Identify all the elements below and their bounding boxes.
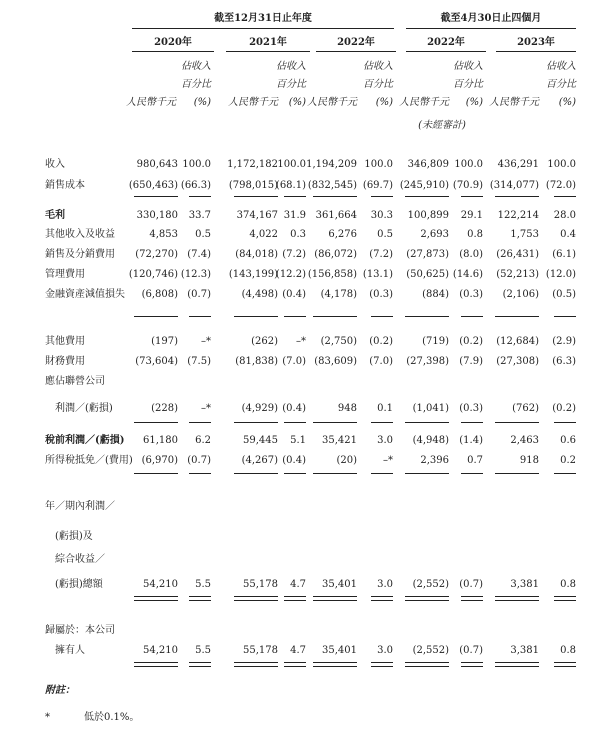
amount-label: 人民幣千元 <box>307 97 357 108</box>
total-double-rule <box>405 596 449 601</box>
subtotal-rule <box>405 473 449 474</box>
row-label: (虧損)及 <box>55 531 93 542</box>
row-label: 銷售成本 <box>45 180 85 191</box>
subtotal-rule <box>234 422 278 423</box>
amount-cell: (762) <box>512 403 539 414</box>
amount-cell: 2,396 <box>420 455 449 466</box>
percent-cell: 3.0 <box>377 435 393 446</box>
percent-cell: 4.7 <box>290 579 306 590</box>
amount-cell: 1,753 <box>510 229 539 240</box>
row-label: 稅前利潤／(虧損) <box>45 435 125 446</box>
percent-cell: (14.6) <box>452 269 483 280</box>
amount-cell: 35,421 <box>322 435 357 446</box>
percent-cell: (66.3) <box>180 180 211 191</box>
amount-cell: (2,552) <box>412 645 449 656</box>
amount-cell: (2,750) <box>320 336 357 347</box>
percent-cell: 0.8 <box>467 229 483 240</box>
amount-cell: (73,604) <box>135 356 178 367</box>
amount-cell: 2,463 <box>510 435 539 446</box>
amount-cell: (27,308) <box>496 356 539 367</box>
percent-cell: (0.7) <box>187 289 211 300</box>
year-header: 2020年 <box>154 37 192 48</box>
percent-cell: (2.9) <box>552 336 576 347</box>
amount-cell: (6,970) <box>141 455 178 466</box>
percent-cell: (0.3) <box>459 403 483 414</box>
amount-cell: (245,910) <box>399 180 449 191</box>
note-marker: * <box>45 712 50 723</box>
amount-cell: (798,015) <box>228 180 278 191</box>
amount-cell: (2,106) <box>502 289 539 300</box>
total-double-rule <box>313 596 357 601</box>
amount-cell: 980,643 <box>136 159 178 170</box>
total-double-rule <box>554 596 576 601</box>
amount-cell: (650,463) <box>128 180 178 191</box>
year-header: 2021年 <box>249 37 287 48</box>
percent-cell: (8.0) <box>459 249 483 260</box>
percent-cell: –* <box>296 336 306 347</box>
percent-cell: (7.4) <box>187 249 211 260</box>
percent-cell: (0.4) <box>282 289 306 300</box>
pct-label: 佔收入 <box>181 61 211 72</box>
year-rule <box>496 51 576 52</box>
subtotal-rule <box>554 473 576 474</box>
row-label: 應佔聯營公司 <box>45 376 105 387</box>
subtotal-rule <box>189 422 211 423</box>
subtotal-rule <box>495 422 539 423</box>
total-double-rule <box>313 662 357 667</box>
amount-cell: 346,809 <box>407 159 449 170</box>
percent-cell: (0.2) <box>552 403 576 414</box>
amount-cell: 55,178 <box>243 579 278 590</box>
percent-cell: (0.7) <box>459 579 483 590</box>
year-rule <box>226 51 310 52</box>
subtotal-rule <box>284 316 306 317</box>
percent-cell: 100.0 <box>454 159 483 170</box>
pct-label: 佔收入 <box>546 61 576 72</box>
percent-cell: (7.5) <box>187 356 211 367</box>
amount-cell: 4,853 <box>149 229 178 240</box>
percent-cell: (0.3) <box>459 289 483 300</box>
percent-cell: –* <box>201 336 211 347</box>
note-text: 低於0.1%。 <box>84 712 140 723</box>
subtotal-rule <box>189 316 211 317</box>
percent-cell: 0.5 <box>195 229 211 240</box>
percent-cell: (0.4) <box>282 455 306 466</box>
percent-cell: (70.9) <box>452 180 483 191</box>
total-double-rule <box>461 662 483 667</box>
subtotal-rule <box>405 196 449 197</box>
period-annual-header: 截至12月31日止年度 <box>214 13 312 24</box>
total-double-rule <box>371 662 393 667</box>
pct-label: 百分比 <box>276 79 306 90</box>
amount-cell: (26,431) <box>496 249 539 260</box>
subtotal-rule <box>189 196 211 197</box>
amount-cell: (12,684) <box>496 336 539 347</box>
total-double-rule <box>461 596 483 601</box>
percent-cell: (7.2) <box>369 249 393 260</box>
percent-cell: 30.3 <box>370 210 393 221</box>
pct-unit: (%) <box>375 97 393 108</box>
subtotal-rule <box>495 316 539 317</box>
subtotal-rule <box>495 196 539 197</box>
amount-cell: (228) <box>151 403 178 414</box>
year-rule <box>132 51 214 52</box>
row-label: (虧損)總額 <box>55 579 103 590</box>
amount-cell: 61,180 <box>143 435 178 446</box>
total-double-rule <box>189 662 211 667</box>
pct-label: 百分比 <box>181 79 211 90</box>
amount-cell: 54,210 <box>143 579 178 590</box>
subtotal-rule <box>284 473 306 474</box>
percent-cell: (0.4) <box>282 403 306 414</box>
amount-label: 人民幣千元 <box>399 97 449 108</box>
total-double-rule <box>234 662 278 667</box>
percent-cell: 4.7 <box>290 645 306 656</box>
subtotal-rule <box>234 316 278 317</box>
percent-cell: 5.5 <box>195 579 211 590</box>
percent-cell: 0.2 <box>560 455 576 466</box>
amount-cell: (143,199) <box>228 269 278 280</box>
pct-unit: (%) <box>558 97 576 108</box>
amount-label: 人民幣千元 <box>228 97 278 108</box>
row-label: 金融資產減值損失 <box>45 289 125 300</box>
row-label: 其他費用 <box>45 336 85 347</box>
amount-cell: (52,213) <box>496 269 539 280</box>
subtotal-rule <box>405 316 449 317</box>
pct-label: 百分比 <box>453 79 483 90</box>
subtotal-rule <box>461 316 483 317</box>
amount-cell: (27,873) <box>406 249 449 260</box>
row-label: 銷售及分銷費用 <box>45 249 115 260</box>
pct-unit: (%) <box>465 97 483 108</box>
amount-cell: (1,041) <box>412 403 449 414</box>
amount-cell: (81,838) <box>235 356 278 367</box>
amount-cell: 3,381 <box>510 645 539 656</box>
percent-cell: 100.0 <box>277 159 306 170</box>
subtotal-rule <box>461 422 483 423</box>
subtotal-rule <box>284 196 306 197</box>
amount-cell: 361,664 <box>315 210 357 221</box>
subtotal-rule <box>405 422 449 423</box>
amount-cell: (156,858) <box>307 269 357 280</box>
subtotal-rule <box>554 422 576 423</box>
amount-cell: (20) <box>336 455 357 466</box>
percent-cell: 0.5 <box>377 229 393 240</box>
percent-cell: (0.2) <box>369 336 393 347</box>
percent-cell: 0.3 <box>290 229 306 240</box>
amount-cell: 1,172,182 <box>227 159 278 170</box>
percent-cell: –* <box>383 455 393 466</box>
period-annual-rule <box>132 28 394 29</box>
row-label: 收入 <box>45 159 65 170</box>
amount-cell: 55,178 <box>243 645 278 656</box>
year-rule <box>406 51 486 52</box>
row-label: 其他收入及收益 <box>45 229 115 240</box>
pct-unit: (%) <box>288 97 306 108</box>
amount-cell: (6,808) <box>141 289 178 300</box>
subtotal-rule <box>313 316 357 317</box>
amount-cell: (83,609) <box>314 356 357 367</box>
subtotal-rule <box>313 422 357 423</box>
year-header: 2022年 <box>337 37 375 48</box>
subtotal-rule <box>189 473 211 474</box>
amount-cell: 54,210 <box>143 645 178 656</box>
percent-cell: 100.0 <box>364 159 393 170</box>
percent-cell: (13.1) <box>362 269 393 280</box>
percent-cell: –* <box>201 403 211 414</box>
amount-cell: (72,270) <box>135 249 178 260</box>
pct-label: 百分比 <box>546 79 576 90</box>
amount-cell: (4,498) <box>241 289 278 300</box>
percent-cell: 5.5 <box>195 645 211 656</box>
total-double-rule <box>134 596 178 601</box>
percent-cell: (69.7) <box>362 180 393 191</box>
percent-cell: 0.6 <box>560 435 576 446</box>
row-label: 管理費用 <box>45 269 85 280</box>
total-double-rule <box>134 662 178 667</box>
row-label: 歸屬於：本公司 <box>45 625 115 636</box>
amount-cell: (4,929) <box>241 403 278 414</box>
percent-cell: (7.9) <box>459 356 483 367</box>
percent-cell: (0.7) <box>187 455 211 466</box>
amount-cell: (4,948) <box>412 435 449 446</box>
amount-cell: 948 <box>337 403 357 414</box>
amount-cell: 374,167 <box>236 210 278 221</box>
percent-cell: 0.8 <box>560 645 576 656</box>
percent-cell: (0.2) <box>459 336 483 347</box>
amount-cell: 35,401 <box>322 579 357 590</box>
subtotal-rule <box>134 422 178 423</box>
percent-cell: (0.7) <box>459 645 483 656</box>
percent-cell: 0.4 <box>560 229 576 240</box>
subtotal-rule <box>313 196 357 197</box>
period-interim-header: 截至4月30日止四個月 <box>440 13 542 24</box>
percent-cell: (7.0) <box>369 356 393 367</box>
percent-cell: 3.0 <box>377 645 393 656</box>
row-label: 綜合收益／ <box>55 554 105 565</box>
amount-cell: 2,693 <box>420 229 449 240</box>
percent-cell: (0.5) <box>552 289 576 300</box>
amount-cell: 1,194,209 <box>306 159 357 170</box>
percent-cell: 33.7 <box>188 210 211 221</box>
total-double-rule <box>284 662 306 667</box>
percent-cell: 31.9 <box>283 210 306 221</box>
subtotal-rule <box>134 196 178 197</box>
total-double-rule <box>234 596 278 601</box>
pct-unit: (%) <box>193 97 211 108</box>
amount-label: 人民幣千元 <box>489 97 539 108</box>
amount-cell: 330,180 <box>136 210 178 221</box>
percent-cell: 100.0 <box>182 159 211 170</box>
subtotal-rule <box>134 473 178 474</box>
amount-cell: (2,552) <box>412 579 449 590</box>
amount-cell: 59,445 <box>243 435 278 446</box>
amount-cell: (832,545) <box>307 180 357 191</box>
percent-cell: 5.1 <box>290 435 306 446</box>
percent-cell: 29.1 <box>460 210 483 221</box>
amount-cell: (197) <box>151 336 178 347</box>
percent-cell: 6.2 <box>195 435 211 446</box>
amount-cell: 436,291 <box>497 159 539 170</box>
percent-cell: (72.0) <box>545 180 576 191</box>
amount-cell: 100,899 <box>407 210 449 221</box>
subtotal-rule <box>284 422 306 423</box>
percent-cell: 28.0 <box>553 210 576 221</box>
total-double-rule <box>284 596 306 601</box>
amount-cell: (120,746) <box>128 269 178 280</box>
unaudited-label: (未經審計) <box>418 120 466 131</box>
year-rule <box>316 51 396 52</box>
row-label: 財務費用 <box>45 356 85 367</box>
amount-cell: (884) <box>422 289 449 300</box>
row-label: 利潤／(虧損) <box>55 403 113 414</box>
row-label: 毛利 <box>45 210 65 221</box>
percent-cell: 0.8 <box>560 579 576 590</box>
percent-cell: (1.4) <box>459 435 483 446</box>
percent-cell: (6.3) <box>552 356 576 367</box>
percent-cell: 3.0 <box>377 579 393 590</box>
amount-cell: (86,072) <box>314 249 357 260</box>
percent-cell: 0.7 <box>467 455 483 466</box>
percent-cell: (12.3) <box>180 269 211 280</box>
subtotal-rule <box>371 422 393 423</box>
amount-label: 人民幣千元 <box>126 97 176 108</box>
row-label: 擁有人 <box>55 645 85 656</box>
notes-title: 附註： <box>45 685 75 696</box>
amount-cell: (27,398) <box>406 356 449 367</box>
subtotal-rule <box>495 473 539 474</box>
year-header: 2022年 <box>427 37 465 48</box>
percent-cell: (68.1) <box>275 180 306 191</box>
pct-label: 佔收入 <box>453 61 483 72</box>
amount-cell: 918 <box>519 455 539 466</box>
period-interim-rule <box>406 28 576 29</box>
amount-cell: (4,178) <box>320 289 357 300</box>
total-double-rule <box>495 662 539 667</box>
subtotal-rule <box>554 196 576 197</box>
total-double-rule <box>554 662 576 667</box>
pct-label: 佔收入 <box>363 61 393 72</box>
percent-cell: (6.1) <box>552 249 576 260</box>
total-double-rule <box>371 596 393 601</box>
amount-cell: 122,214 <box>497 210 539 221</box>
pct-label: 佔收入 <box>276 61 306 72</box>
percent-cell: (12.0) <box>545 269 576 280</box>
percent-cell: 100.0 <box>547 159 576 170</box>
subtotal-rule <box>371 316 393 317</box>
subtotal-rule <box>554 316 576 317</box>
percent-cell: (12.2) <box>275 269 306 280</box>
percent-cell: 0.1 <box>377 403 393 414</box>
subtotal-rule <box>461 473 483 474</box>
amount-cell: (84,018) <box>235 249 278 260</box>
pct-label: 百分比 <box>363 79 393 90</box>
row-label: 所得稅抵免／(費用) <box>45 455 133 466</box>
subtotal-rule <box>371 196 393 197</box>
total-double-rule <box>405 662 449 667</box>
year-header: 2023年 <box>517 37 555 48</box>
subtotal-rule <box>234 196 278 197</box>
amount-cell: 35,401 <box>322 645 357 656</box>
amount-cell: (314,077) <box>489 180 539 191</box>
amount-cell: (4,267) <box>241 455 278 466</box>
subtotal-rule <box>134 316 178 317</box>
subtotal-rule <box>371 473 393 474</box>
amount-cell: 3,381 <box>510 579 539 590</box>
subtotal-rule <box>234 473 278 474</box>
subtotal-rule <box>461 196 483 197</box>
amount-cell: (719) <box>422 336 449 347</box>
total-double-rule <box>495 596 539 601</box>
percent-cell: (7.2) <box>282 249 306 260</box>
amount-cell: (262) <box>251 336 278 347</box>
subtotal-rule <box>313 473 357 474</box>
amount-cell: 4,022 <box>249 229 278 240</box>
amount-cell: 6,276 <box>328 229 357 240</box>
amount-cell: (50,625) <box>406 269 449 280</box>
total-double-rule <box>189 596 211 601</box>
percent-cell: (0.3) <box>369 289 393 300</box>
row-label: 年／期內利潤／ <box>45 501 115 512</box>
percent-cell: (7.0) <box>282 356 306 367</box>
